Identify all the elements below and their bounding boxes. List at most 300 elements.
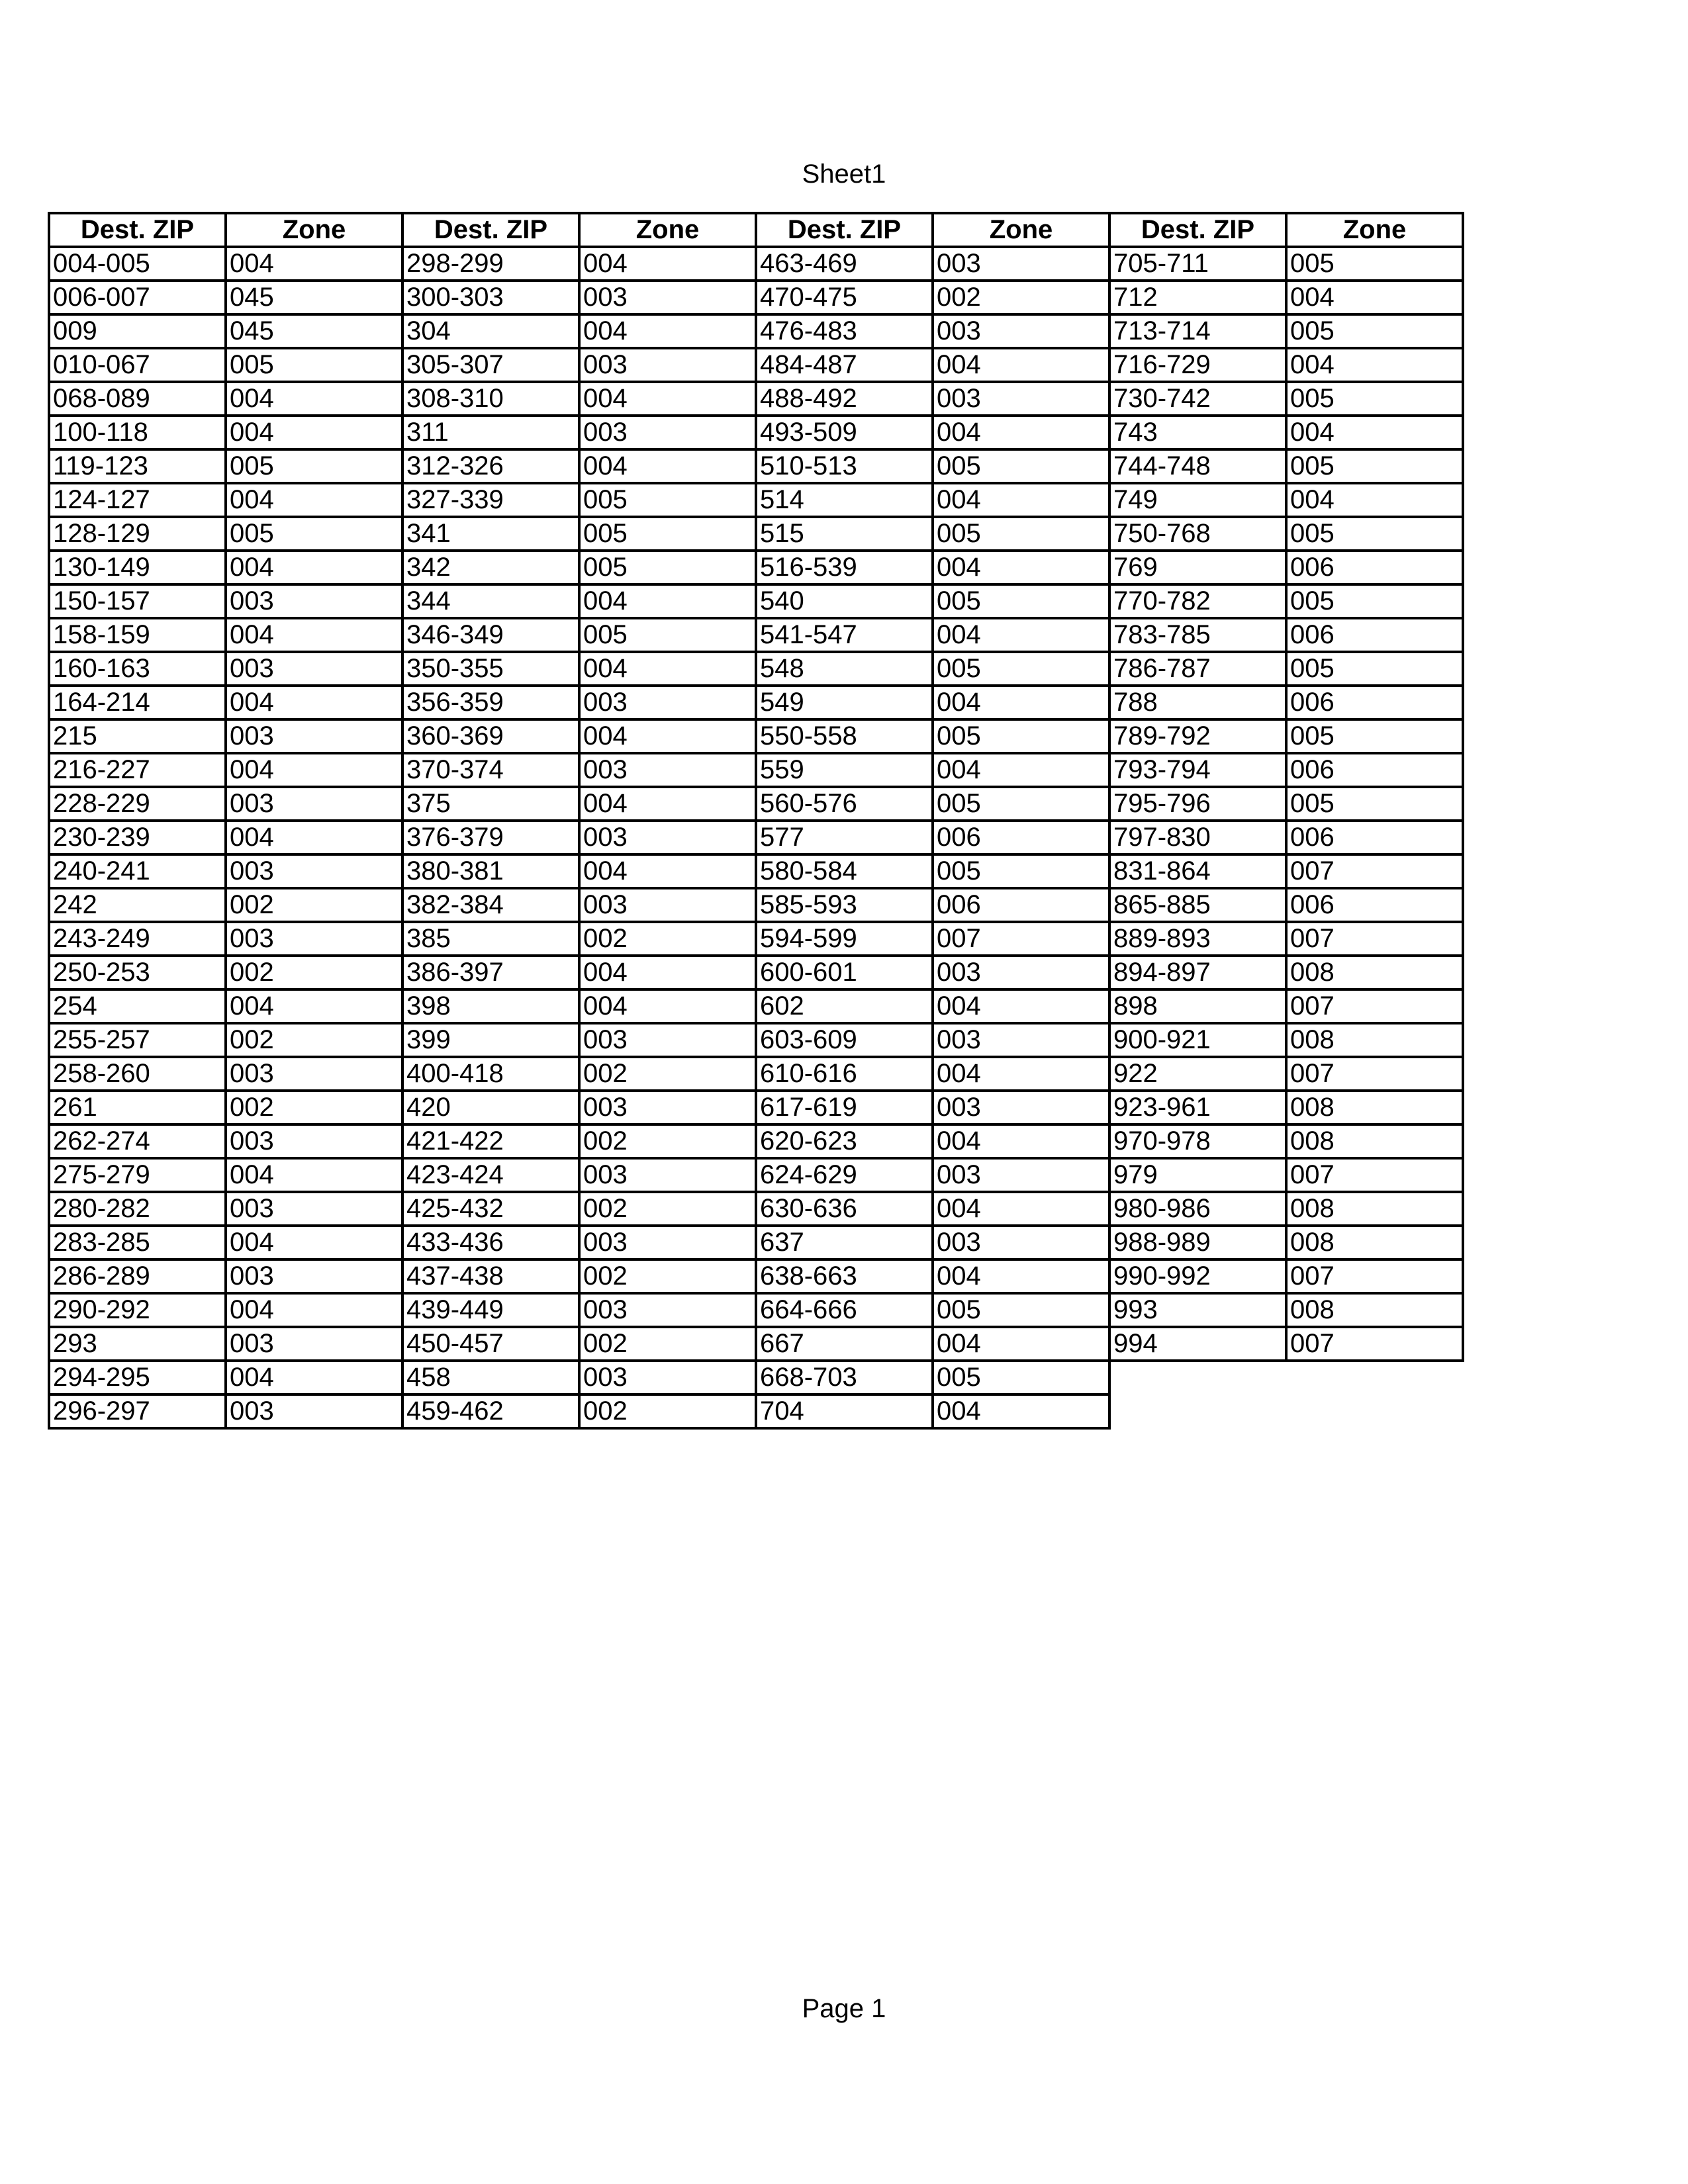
- dest-zip-cell: 215: [49, 719, 226, 753]
- zone-cell: 002: [579, 1124, 756, 1158]
- zone-cell: 007: [1286, 1158, 1463, 1192]
- dest-zip-cell: 450-457: [402, 1327, 579, 1361]
- dest-zip-cell: 637: [756, 1226, 933, 1259]
- dest-zip-cell: 344: [402, 584, 579, 618]
- dest-zip-cell: 516-539: [756, 551, 933, 584]
- zone-cell: 004: [933, 1124, 1109, 1158]
- dest-zip-cell: 898: [1109, 989, 1286, 1023]
- dest-zip-cell: 068-089: [49, 382, 226, 416]
- dest-zip-cell: 425-432: [402, 1192, 579, 1226]
- zone-cell: 004: [226, 247, 402, 281]
- zone-cell: 004: [226, 1293, 402, 1327]
- zone-cell: 005: [933, 787, 1109, 821]
- table-row: [49, 247, 1463, 281]
- dest-zip-cell: 255-257: [49, 1023, 226, 1057]
- dest-zip-cell: 795-796: [1109, 787, 1286, 821]
- zone-cell: 003: [226, 719, 402, 753]
- header-dest-zip: Dest. ZIP: [49, 213, 226, 247]
- zone-cell: 003: [579, 1361, 756, 1394]
- table-row: [49, 1226, 1463, 1259]
- dest-zip-cell: 514: [756, 483, 933, 517]
- table-body: [49, 247, 1463, 1428]
- zone-cell: 004: [579, 382, 756, 416]
- dest-zip-cell: 793-794: [1109, 753, 1286, 787]
- header-zone: Zone: [933, 213, 1109, 247]
- zone-cell: 004: [226, 1361, 402, 1394]
- zone-cell: 004: [933, 989, 1109, 1023]
- dest-zip-cell: 254: [49, 989, 226, 1023]
- zone-cell: 008: [1286, 1023, 1463, 1057]
- zone-cell: 006: [1286, 821, 1463, 854]
- dest-zip-cell: 600-601: [756, 956, 933, 989]
- zone-cell: 005: [579, 551, 756, 584]
- zone-cell: 008: [1286, 1293, 1463, 1327]
- dest-zip-cell: 130-149: [49, 551, 226, 584]
- zone-cell: 004: [226, 382, 402, 416]
- zone-cell: 004: [1286, 416, 1463, 449]
- dest-zip-cell: 150-157: [49, 584, 226, 618]
- dest-zip-cell: 308-310: [402, 382, 579, 416]
- table-row: [49, 1327, 1463, 1361]
- dest-zip-cell: 788: [1109, 686, 1286, 719]
- zone-cell: 003: [579, 821, 756, 854]
- table-row: [49, 1394, 1463, 1428]
- dest-zip-cell: 298-299: [402, 247, 579, 281]
- dest-zip-cell: 630-636: [756, 1192, 933, 1226]
- dest-zip-cell: 420: [402, 1091, 579, 1124]
- dest-zip-cell: 228-229: [49, 787, 226, 821]
- zone-cell: 008: [1286, 1124, 1463, 1158]
- dest-zip-cell: 386-397: [402, 956, 579, 989]
- zone-cell: 002: [226, 1091, 402, 1124]
- dest-zip-cell: 515: [756, 517, 933, 551]
- dest-zip-cell: 376-379: [402, 821, 579, 854]
- zone-cell: 008: [1286, 1192, 1463, 1226]
- zone-cell: 003: [933, 1158, 1109, 1192]
- zone-cell: 005: [933, 719, 1109, 753]
- header-row: [49, 213, 1463, 247]
- zone-cell: 003: [933, 1023, 1109, 1057]
- dest-zip-cell: 769: [1109, 551, 1286, 584]
- zone-cell: 004: [226, 821, 402, 854]
- empty-cell: [1109, 1394, 1286, 1428]
- zone-cell: 005: [579, 517, 756, 551]
- zone-cell: 005: [1286, 787, 1463, 821]
- zone-cell: 005: [933, 854, 1109, 888]
- dest-zip-cell: 243-249: [49, 922, 226, 956]
- zone-cell: 007: [1286, 922, 1463, 956]
- table-row: [49, 753, 1463, 787]
- zone-cell: 003: [933, 956, 1109, 989]
- zone-cell: 003: [226, 787, 402, 821]
- dest-zip-cell: 789-792: [1109, 719, 1286, 753]
- dest-zip-cell: 230-239: [49, 821, 226, 854]
- table-row: [49, 1091, 1463, 1124]
- dest-zip-cell: 510-513: [756, 449, 933, 483]
- table-row: [49, 314, 1463, 348]
- dest-zip-cell: 370-374: [402, 753, 579, 787]
- zone-cell: 004: [579, 247, 756, 281]
- dest-zip-cell: 749: [1109, 483, 1286, 517]
- dest-zip-cell: 119-123: [49, 449, 226, 483]
- zone-cell: 005: [1286, 314, 1463, 348]
- zone-cell: 002: [579, 1327, 756, 1361]
- zone-cell: 005: [579, 483, 756, 517]
- zone-cell: 004: [579, 584, 756, 618]
- dest-zip-cell: 559: [756, 753, 933, 787]
- zone-cell: 003: [579, 1158, 756, 1192]
- zone-cell: 004: [1286, 348, 1463, 382]
- zone-cell: 004: [579, 989, 756, 1023]
- dest-zip-cell: 705-711: [1109, 247, 1286, 281]
- dest-zip-cell: 261: [49, 1091, 226, 1124]
- dest-zip-cell: 423-424: [402, 1158, 579, 1192]
- zone-cell: 004: [933, 1057, 1109, 1091]
- dest-zip-cell: 280-282: [49, 1192, 226, 1226]
- zone-cell: 003: [579, 416, 756, 449]
- zone-cell: 004: [579, 652, 756, 686]
- dest-zip-cell: 341: [402, 517, 579, 551]
- zone-cell: 005: [1286, 247, 1463, 281]
- zone-cell: 004: [226, 753, 402, 787]
- dest-zip-cell: 305-307: [402, 348, 579, 382]
- dest-zip-cell: 667: [756, 1327, 933, 1361]
- zone-cell: 006: [933, 888, 1109, 922]
- dest-zip-cell: 293: [49, 1327, 226, 1361]
- table-row: [49, 1293, 1463, 1327]
- table-row: [49, 382, 1463, 416]
- dest-zip-cell: 889-893: [1109, 922, 1286, 956]
- sheet-title: Sheet1: [802, 159, 886, 189]
- dest-zip-cell: 488-492: [756, 382, 933, 416]
- dest-zip-cell: 549: [756, 686, 933, 719]
- dest-zip-cell: 980-986: [1109, 1192, 1286, 1226]
- zone-cell: 006: [1286, 551, 1463, 584]
- dest-zip-cell: 994: [1109, 1327, 1286, 1361]
- dest-zip-cell: 286-289: [49, 1259, 226, 1293]
- dest-zip-cell: 638-663: [756, 1259, 933, 1293]
- dest-zip-cell: 979: [1109, 1158, 1286, 1192]
- dest-zip-cell: 398: [402, 989, 579, 1023]
- dest-zip-cell: 437-438: [402, 1259, 579, 1293]
- dest-zip-cell: 290-292: [49, 1293, 226, 1327]
- dest-zip-cell: 617-619: [756, 1091, 933, 1124]
- dest-zip-cell: 311: [402, 416, 579, 449]
- zone-cell: 004: [579, 787, 756, 821]
- zone-cell: 002: [579, 922, 756, 956]
- dest-zip-cell: 594-599: [756, 922, 933, 956]
- dest-zip-cell: 786-787: [1109, 652, 1286, 686]
- dest-zip-cell: 382-384: [402, 888, 579, 922]
- zone-cell: 004: [226, 416, 402, 449]
- zone-cell: 003: [579, 348, 756, 382]
- zone-cell: 003: [933, 247, 1109, 281]
- dest-zip-cell: 439-449: [402, 1293, 579, 1327]
- zone-cell: 002: [226, 888, 402, 922]
- dest-zip-cell: 342: [402, 551, 579, 584]
- zone-cell: 005: [579, 618, 756, 652]
- dest-zip-cell: 894-897: [1109, 956, 1286, 989]
- zone-cell: 003: [579, 686, 756, 719]
- dest-zip-cell: 831-864: [1109, 854, 1286, 888]
- dest-zip-cell: 783-785: [1109, 618, 1286, 652]
- zone-cell: 004: [226, 618, 402, 652]
- header-zone: Zone: [579, 213, 756, 247]
- table-row: [49, 416, 1463, 449]
- zone-cell: 002: [579, 1057, 756, 1091]
- zone-cell: 003: [579, 281, 756, 314]
- dest-zip-cell: 380-381: [402, 854, 579, 888]
- zone-cell: 004: [226, 686, 402, 719]
- zone-cell: 007: [1286, 1327, 1463, 1361]
- dest-zip-cell: 164-214: [49, 686, 226, 719]
- zip-zone-table: [48, 212, 1464, 1430]
- table-row: [49, 449, 1463, 483]
- dest-zip-cell: 327-339: [402, 483, 579, 517]
- zone-cell: 004: [579, 719, 756, 753]
- zone-cell: 003: [226, 652, 402, 686]
- dest-zip-cell: 433-436: [402, 1226, 579, 1259]
- zone-cell: 004: [933, 1327, 1109, 1361]
- zone-cell: 004: [226, 1226, 402, 1259]
- zone-cell: 005: [226, 517, 402, 551]
- dest-zip-cell: 744-748: [1109, 449, 1286, 483]
- dest-zip-cell: 716-729: [1109, 348, 1286, 382]
- zone-cell: 002: [579, 1394, 756, 1428]
- zone-cell: 005: [933, 584, 1109, 618]
- table-row: [49, 1361, 1463, 1394]
- dest-zip-cell: 620-623: [756, 1124, 933, 1158]
- zone-cell: 006: [1286, 618, 1463, 652]
- dest-zip-cell: 585-593: [756, 888, 933, 922]
- dest-zip-cell: 463-469: [756, 247, 933, 281]
- dest-zip-cell: 603-609: [756, 1023, 933, 1057]
- zone-cell: 004: [1286, 281, 1463, 314]
- table-row: [49, 348, 1463, 382]
- dest-zip-cell: 262-274: [49, 1124, 226, 1158]
- dest-zip-cell: 100-118: [49, 416, 226, 449]
- dest-zip-cell: 240-241: [49, 854, 226, 888]
- zone-cell: 005: [226, 348, 402, 382]
- table-row: [49, 517, 1463, 551]
- zone-cell: 005: [1286, 584, 1463, 618]
- dest-zip-cell: 004-005: [49, 247, 226, 281]
- zone-cell: 004: [579, 956, 756, 989]
- zone-cell: 045: [226, 281, 402, 314]
- dest-zip-cell: 470-475: [756, 281, 933, 314]
- table-row: [49, 854, 1463, 888]
- dest-zip-cell: 158-159: [49, 618, 226, 652]
- dest-zip-cell: 006-007: [49, 281, 226, 314]
- zone-cell: 005: [1286, 449, 1463, 483]
- dest-zip-cell: 560-576: [756, 787, 933, 821]
- dest-zip-cell: 548: [756, 652, 933, 686]
- zone-cell: 007: [1286, 1259, 1463, 1293]
- zone-cell: 004: [579, 854, 756, 888]
- table-row: [49, 1158, 1463, 1192]
- dest-zip-cell: 712: [1109, 281, 1286, 314]
- zone-cell: 004: [579, 449, 756, 483]
- zone-cell: 002: [226, 1023, 402, 1057]
- dest-zip-cell: 312-326: [402, 449, 579, 483]
- dest-zip-cell: 730-742: [1109, 382, 1286, 416]
- zone-cell: 003: [579, 1023, 756, 1057]
- zone-cell: 005: [226, 449, 402, 483]
- zone-cell: 005: [1286, 719, 1463, 753]
- zone-cell: 002: [933, 281, 1109, 314]
- table-row: [49, 989, 1463, 1023]
- page-footer: Page 1: [802, 1994, 886, 2023]
- dest-zip-cell: 421-422: [402, 1124, 579, 1158]
- table-row: [49, 1057, 1463, 1091]
- dest-zip-cell: 493-509: [756, 416, 933, 449]
- zone-cell: 007: [1286, 854, 1463, 888]
- dest-zip-cell: 124-127: [49, 483, 226, 517]
- zone-cell: 004: [933, 551, 1109, 584]
- zone-cell: 004: [933, 686, 1109, 719]
- table-row: [49, 1259, 1463, 1293]
- dest-zip-cell: 350-355: [402, 652, 579, 686]
- zone-cell: 006: [933, 821, 1109, 854]
- dest-zip-cell: 296-297: [49, 1394, 226, 1428]
- zone-cell: 004: [933, 618, 1109, 652]
- header-dest-zip: Dest. ZIP: [1109, 213, 1286, 247]
- dest-zip-cell: 458: [402, 1361, 579, 1394]
- dest-zip-cell: 743: [1109, 416, 1286, 449]
- dest-zip-cell: 476-483: [756, 314, 933, 348]
- dest-zip-cell: 713-714: [1109, 314, 1286, 348]
- dest-zip-cell: 294-295: [49, 1361, 226, 1394]
- zone-cell: 007: [933, 922, 1109, 956]
- table-row: [49, 1124, 1463, 1158]
- table-row: [49, 719, 1463, 753]
- empty-cell: [1109, 1361, 1286, 1394]
- table-row: [49, 787, 1463, 821]
- zone-cell: 003: [226, 854, 402, 888]
- dest-zip-cell: 704: [756, 1394, 933, 1428]
- zone-cell: 003: [226, 1192, 402, 1226]
- empty-cell: [1286, 1394, 1463, 1428]
- zone-cell: 004: [933, 753, 1109, 787]
- dest-zip-cell: 360-369: [402, 719, 579, 753]
- dest-zip-cell: 668-703: [756, 1361, 933, 1394]
- empty-cell: [1286, 1361, 1463, 1394]
- zone-cell: 003: [226, 584, 402, 618]
- header-zone: Zone: [1286, 213, 1463, 247]
- table-row: [49, 922, 1463, 956]
- zone-cell: 003: [226, 1057, 402, 1091]
- dest-zip-cell: 009: [49, 314, 226, 348]
- zone-cell: 003: [579, 1226, 756, 1259]
- dest-zip-cell: 750-768: [1109, 517, 1286, 551]
- dest-zip-cell: 484-487: [756, 348, 933, 382]
- zone-cell: 003: [579, 1293, 756, 1327]
- zone-cell: 004: [579, 314, 756, 348]
- table-row: [49, 821, 1463, 854]
- zone-cell: 004: [226, 989, 402, 1023]
- dest-zip-cell: 010-067: [49, 348, 226, 382]
- table-row: [49, 551, 1463, 584]
- zone-cell: 004: [933, 483, 1109, 517]
- header-dest-zip: Dest. ZIP: [756, 213, 933, 247]
- zone-cell: 004: [933, 1259, 1109, 1293]
- dest-zip-cell: 399: [402, 1023, 579, 1057]
- zone-cell: 007: [1286, 1057, 1463, 1091]
- zone-cell: 006: [1286, 888, 1463, 922]
- zone-cell: 003: [933, 314, 1109, 348]
- header-dest-zip: Dest. ZIP: [402, 213, 579, 247]
- zone-cell: 003: [579, 888, 756, 922]
- zone-cell: 008: [1286, 1226, 1463, 1259]
- dest-zip-cell: 540: [756, 584, 933, 618]
- zone-cell: 005: [1286, 652, 1463, 686]
- dest-zip-cell: 624-629: [756, 1158, 933, 1192]
- zone-cell: 004: [226, 483, 402, 517]
- zone-cell: 007: [1286, 989, 1463, 1023]
- dest-zip-cell: 990-992: [1109, 1259, 1286, 1293]
- table-row: [49, 1023, 1463, 1057]
- dest-zip-cell: 797-830: [1109, 821, 1286, 854]
- dest-zip-cell: 922: [1109, 1057, 1286, 1091]
- dest-zip-cell: 580-584: [756, 854, 933, 888]
- zone-cell: 005: [933, 517, 1109, 551]
- dest-zip-cell: 250-253: [49, 956, 226, 989]
- zone-cell: 005: [1286, 517, 1463, 551]
- dest-zip-cell: 300-303: [402, 281, 579, 314]
- table-row: [49, 686, 1463, 719]
- dest-zip-cell: 304: [402, 314, 579, 348]
- table-row: [49, 652, 1463, 686]
- zone-cell: 005: [933, 449, 1109, 483]
- dest-zip-cell: 400-418: [402, 1057, 579, 1091]
- dest-zip-cell: 375: [402, 787, 579, 821]
- dest-zip-cell: 577: [756, 821, 933, 854]
- table-row: [49, 956, 1463, 989]
- zone-cell: 003: [226, 1394, 402, 1428]
- dest-zip-cell: 275-279: [49, 1158, 226, 1192]
- zone-cell: 004: [226, 1158, 402, 1192]
- dest-zip-cell: 610-616: [756, 1057, 933, 1091]
- table-row: [49, 888, 1463, 922]
- zone-cell: 008: [1286, 1091, 1463, 1124]
- zone-cell: 004: [933, 416, 1109, 449]
- dest-zip-cell: 385: [402, 922, 579, 956]
- zone-cell: 005: [1286, 382, 1463, 416]
- dest-zip-cell: 865-885: [1109, 888, 1286, 922]
- zone-cell: 003: [933, 1226, 1109, 1259]
- dest-zip-cell: 664-666: [756, 1293, 933, 1327]
- dest-zip-cell: 160-163: [49, 652, 226, 686]
- zone-cell: 002: [226, 956, 402, 989]
- zone-cell: 004: [1286, 483, 1463, 517]
- dest-zip-cell: 988-989: [1109, 1226, 1286, 1259]
- zone-cell: 003: [226, 1124, 402, 1158]
- dest-zip-cell: 283-285: [49, 1226, 226, 1259]
- table-row: [49, 584, 1463, 618]
- zone-cell: 003: [933, 1091, 1109, 1124]
- dest-zip-cell: 900-921: [1109, 1023, 1286, 1057]
- zone-cell: 003: [226, 1327, 402, 1361]
- dest-zip-cell: 541-547: [756, 618, 933, 652]
- dest-zip-cell: 602: [756, 989, 933, 1023]
- header-zone: Zone: [226, 213, 402, 247]
- zone-cell: 003: [226, 922, 402, 956]
- dest-zip-cell: 356-359: [402, 686, 579, 719]
- table-row: [49, 483, 1463, 517]
- dest-zip-cell: 242: [49, 888, 226, 922]
- zone-cell: 004: [933, 1192, 1109, 1226]
- zone-cell: 006: [1286, 686, 1463, 719]
